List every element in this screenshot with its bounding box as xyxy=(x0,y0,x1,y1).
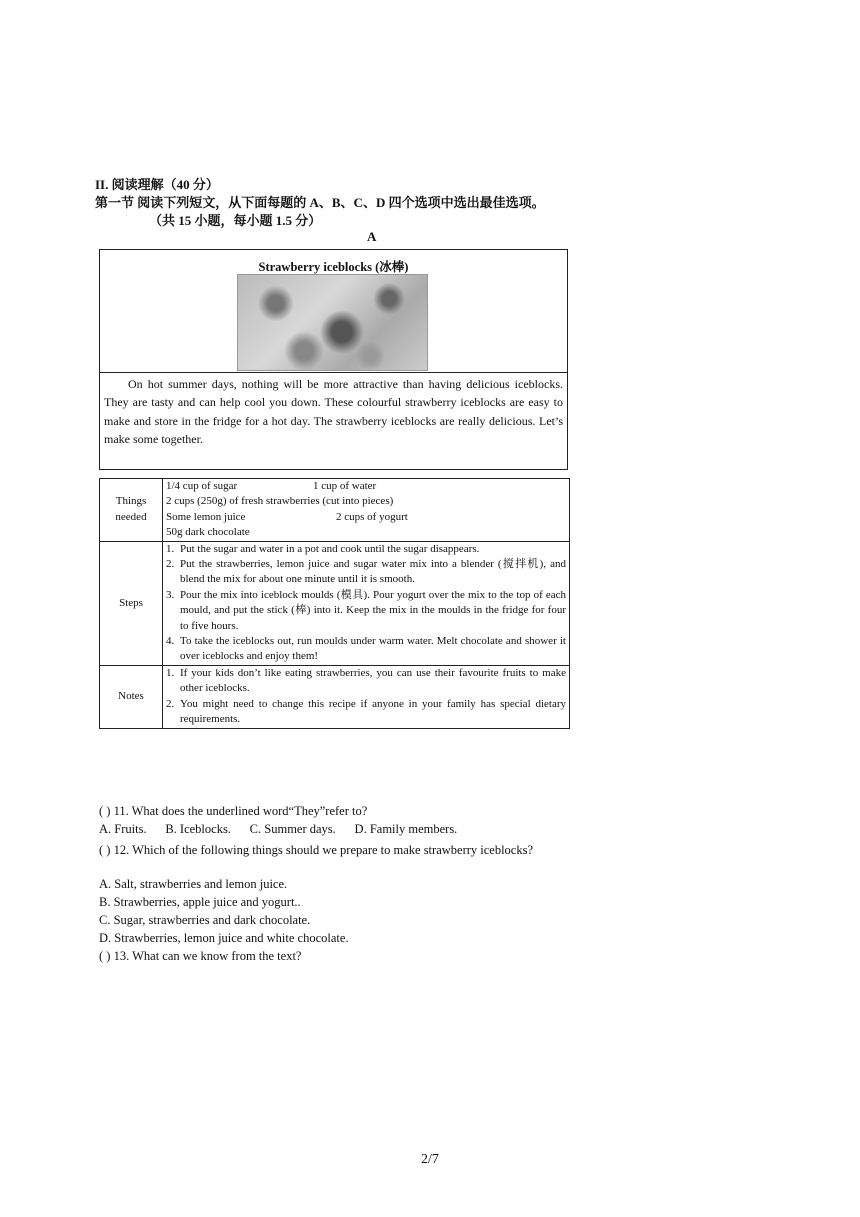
note-item xyxy=(166,666,566,697)
step-number: 3. xyxy=(166,588,175,601)
note-number: 1. xyxy=(166,666,175,679)
question-12-stem: ( ) 12. Which of the following things should we prepare to make strawberry iceblocks? xyxy=(99,843,534,857)
item-strawberries: 2 cups (250g) of fresh strawberries (cut into pieces) xyxy=(166,495,394,508)
step-item xyxy=(166,588,566,634)
things-row xyxy=(100,479,570,542)
question-12-option-b: B. Strawberries, apple juice and yogurt.. xyxy=(99,895,301,909)
item-lemon: Some lemon juice xyxy=(166,510,246,523)
step-number: 4. xyxy=(166,635,175,648)
notes-row xyxy=(100,665,570,728)
steps-row xyxy=(100,541,570,665)
notes-cell xyxy=(163,665,570,728)
passage-text: On hot summer days, nothing will be more attractive than having delicious iceblocks. They are tasty and can help cool you down. These colourful strawberry iceblocks are easy to make and store in the fridge for a hot day. The strawberry iceblocks are really delicious. Let’s make some together. xyxy=(104,377,563,446)
passage-divider xyxy=(100,372,567,373)
steps-cell xyxy=(163,541,570,665)
notes-label: Notes xyxy=(100,665,163,728)
question-12-option-d: D. Strawberries, lemon juice and white chocolate. xyxy=(99,931,349,945)
step-item xyxy=(166,542,566,557)
question-12-option-a: A. Salt, strawberries and lemon juice. xyxy=(99,877,288,891)
section-instruction: 第一节 阅读下列短文，从下面每题的 A、B、C、D 四个选项中选出最佳选项。 xyxy=(95,195,545,210)
section-heading: II. 阅读理解（40 分） xyxy=(95,177,219,192)
steps-label: Steps xyxy=(100,541,163,665)
step-text: Put the strawberries, lemon juice and sugar water mix into a blender (搅拌机), and blend the mix for about one minute until it is smooth. xyxy=(180,558,566,586)
section-note: （共 15 小题，每小题 1.5 分） xyxy=(149,213,322,228)
item-sugar: 1/4 cup of sugar xyxy=(166,480,238,492)
iceblocks-photo xyxy=(237,274,428,371)
step-text: To take the iceblocks out, run moulds under warm water. Melt chocolate and shower it over iceblocks and enjoy them! xyxy=(180,635,566,663)
passage-box xyxy=(99,249,568,470)
item-yogurt: 2 cups of yogurt xyxy=(336,510,408,523)
step-number: 2. xyxy=(166,558,175,571)
step-text: Pour the mix into iceblock moulds (模具). Pour yogurt over the mix to the top of each mould, and put the stick (棒) into it. Keep the mix in the moulds in the fridge for four to five hours. xyxy=(180,588,566,632)
question-11-stem: ( ) 11. What does the underlined word“They”refer to? xyxy=(99,804,368,818)
note-text: You might need to change this recipe if anyone in your family has special dietary requirements. xyxy=(180,697,566,726)
item-water: 1 cup of water xyxy=(313,480,377,492)
things-cell xyxy=(163,479,570,542)
passage-label: A xyxy=(367,229,377,244)
page-number: 2/7 xyxy=(421,1152,439,1167)
recipe-table xyxy=(99,478,570,729)
item-chocolate: 50g dark chocolate xyxy=(166,526,250,539)
note-item xyxy=(166,697,566,728)
step-item xyxy=(166,634,566,665)
question-11-options: A. Fruits. B. Iceblocks. C. Summer days. D. Family members. xyxy=(99,822,458,836)
question-12-option-c: C. Sugar, strawberries and dark chocolate. xyxy=(99,913,311,927)
step-number: 1. xyxy=(166,542,175,555)
question-13-stem: ( ) 13. What can we know from the text? xyxy=(99,949,302,963)
step-text: Put the sugar and water in a pot and cook until the sugar disappears. xyxy=(180,542,480,555)
passage-title: Strawberry iceblocks (冰棒) xyxy=(258,260,409,274)
step-item xyxy=(166,557,566,588)
note-number: 2. xyxy=(166,697,175,710)
note-text: If your kids don’t like eating strawberries, you can use their favourite fruits to make other iceblocks. xyxy=(180,666,566,695)
things-label: Things needed xyxy=(100,479,163,542)
